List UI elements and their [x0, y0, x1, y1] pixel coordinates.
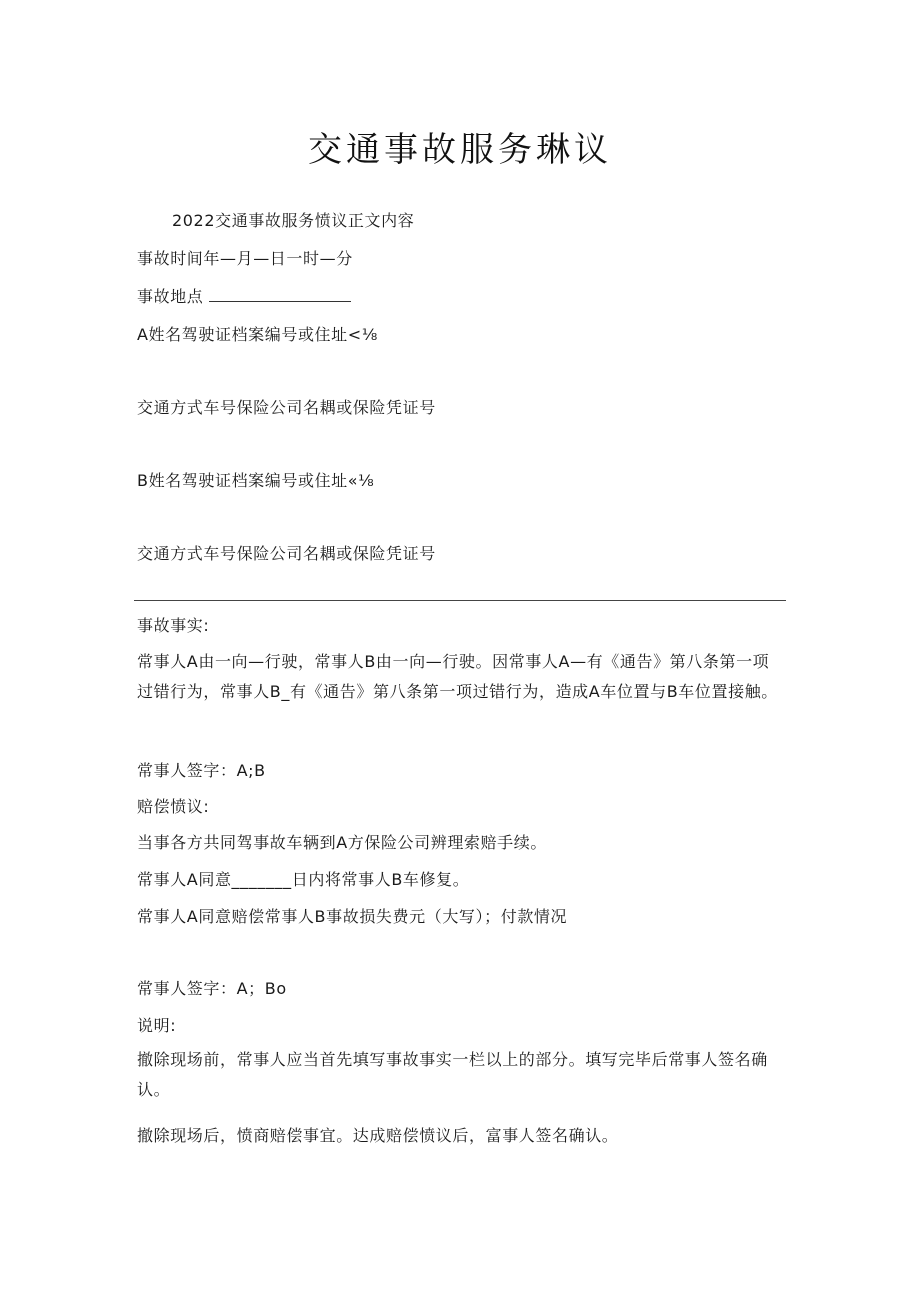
page-title: 交通事故服务琳议 — [308, 130, 612, 170]
facts-body: 常事人A由一向—行驶，常事人B由一向—行驶。因常事人A—有《通告》第八条第一项过错行为，常事人B_有《通告》第八条第一项过错行为，造成A车位置与B车位置接触。 — [137, 652, 778, 701]
facts-signature: 常事人签字：A;B — [137, 761, 266, 780]
accident-place-line — [137, 286, 351, 308]
intro-line: 2022交通事故服务愤议正文内容 — [172, 211, 415, 230]
accident-time-line: 事故时间年—月—日一时—分 — [137, 249, 353, 268]
compensation-signature: 常事人签字：A；Bo — [137, 979, 287, 998]
party-a-contact-line: 交通方式车号保险公司名耦或保险凭证号 — [137, 398, 436, 417]
party-b-contact-line: 交通方式车号保险公司名耦或保险凭证号 — [137, 544, 436, 563]
compensation-item-1: 当事各方共同驾事故车辆到A方保险公司辨理索赔手续。 — [137, 833, 547, 852]
party-b-info-line: B姓名驾驶证档案编号或住址«⅛ — [137, 471, 375, 490]
accident-place-blank — [209, 287, 351, 302]
party-a-info-line: A姓名驾驶证档案编号或住址<⅛ — [137, 325, 378, 344]
notes-heading: 说明: — [137, 1016, 177, 1035]
section-divider — [134, 600, 786, 601]
compensation-item-2: 常事人A同意_______日内将常事人B车修复。 — [137, 870, 470, 889]
facts-heading: 事故事实: — [137, 616, 210, 635]
notes-item-2: 撤除现场后，愤商赔偿事宜。达成赔偿愤议后，富事人签名确认。 — [137, 1126, 619, 1145]
compensation-item-3: 常事人A同意赔偿常事人B事故损失费元（大写）；付款情况 — [137, 907, 568, 926]
accident-place-label: 事故地点 — [137, 287, 204, 306]
notes-item-1: 撤除现场前，常事人应当首先填写事故事实一栏以上的部分。填写完毕后常事人签名确认。 — [137, 1050, 768, 1099]
compensation-heading: 赔偿愤议: — [137, 797, 210, 816]
